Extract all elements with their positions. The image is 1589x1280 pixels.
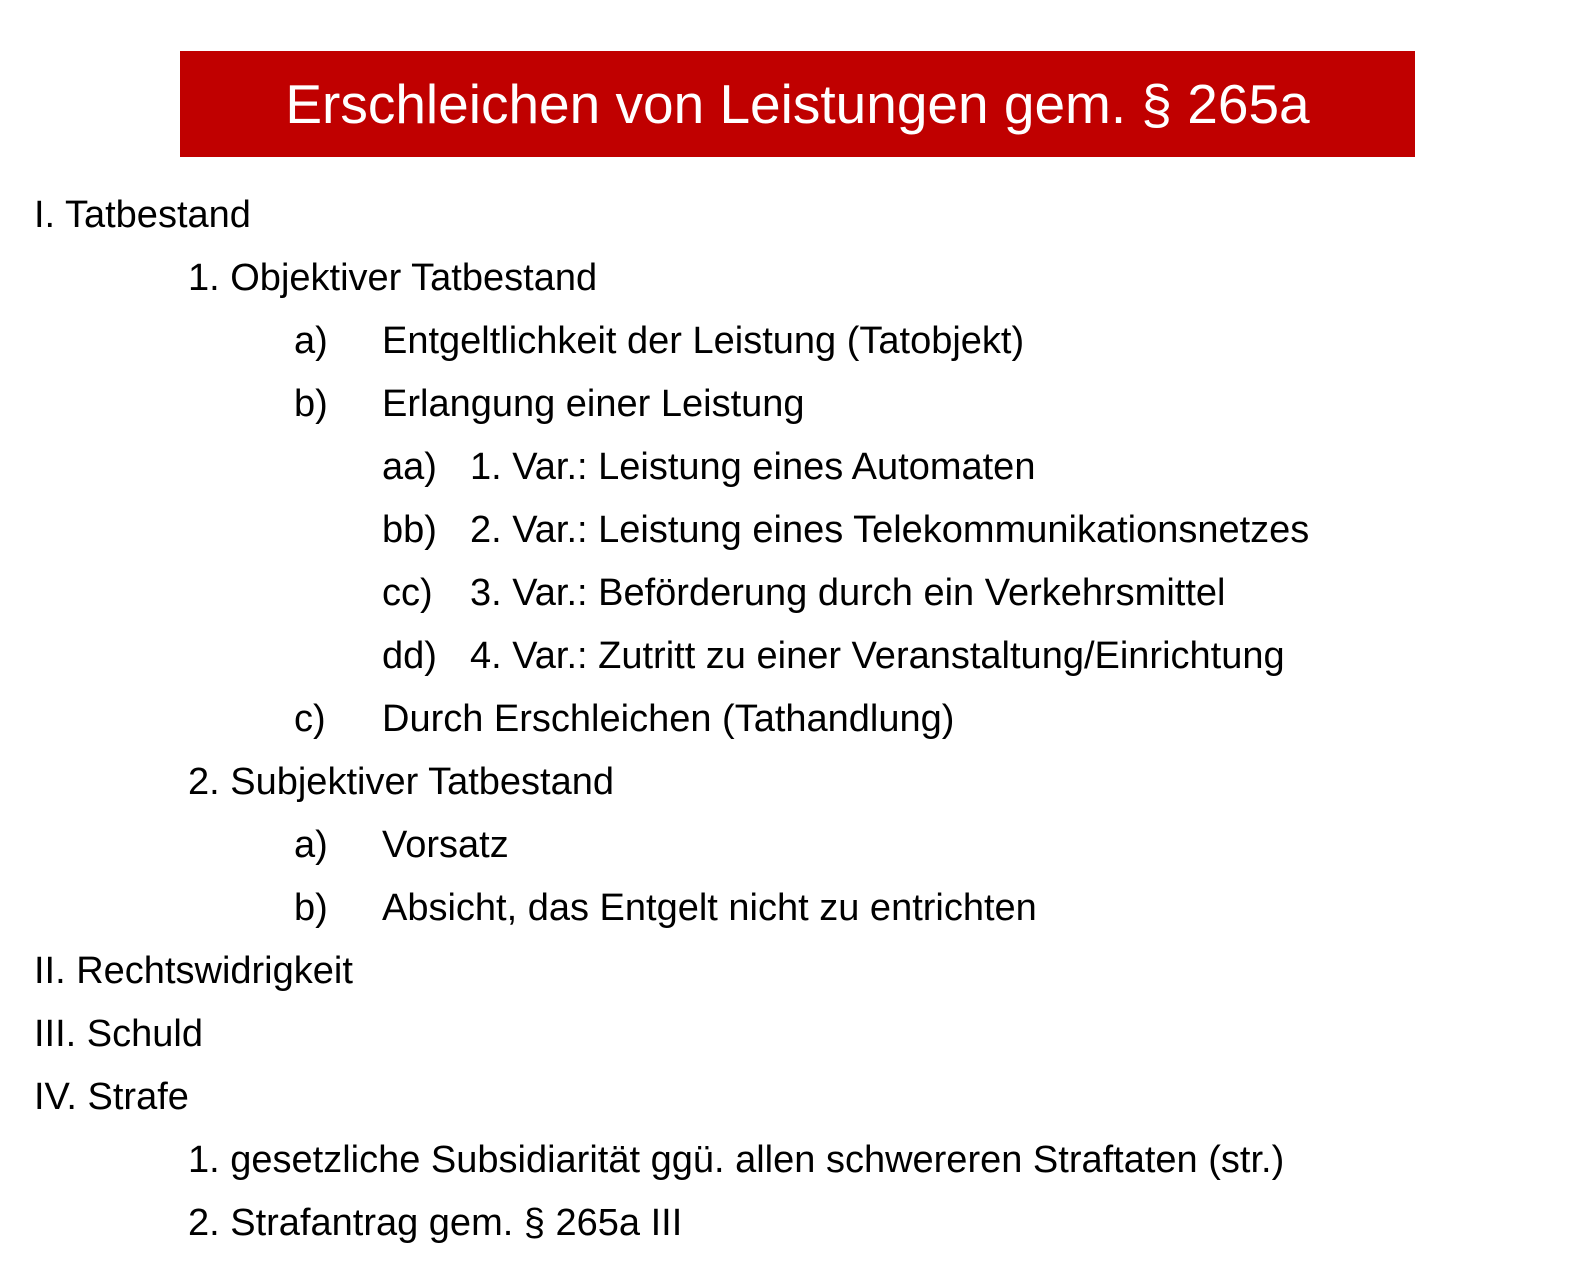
outline-item-schuld: III. Schuld	[34, 1013, 203, 1055]
outline-item-erlangung: Erlangung einer Leistung	[382, 383, 805, 425]
outline-item-subsidiaritaet: 1. gesetzliche Subsidiarität ggü. allen schwereren Straftaten (str.)	[188, 1139, 1285, 1181]
outline-item-objektiver-tatbestand: 1. Objektiver Tatbestand	[188, 257, 598, 299]
outline-item-strafantrag: 2. Strafantrag gem. § 265a III	[188, 1202, 683, 1244]
outline-item-vorsatz: Vorsatz	[382, 824, 509, 866]
outline-marker-bb: bb)	[382, 509, 437, 551]
outline-item-absicht: Absicht, das Entgelt nicht zu entrichten	[382, 887, 1037, 929]
outline-item-var3: 3. Var.: Beförderung durch ein Verkehrsmittel	[470, 572, 1226, 614]
outline-marker-aa: aa)	[382, 446, 437, 488]
outline-marker-b: b)	[294, 383, 328, 425]
outline-item-tatbestand: I. Tatbestand	[34, 194, 251, 236]
outline-marker-dd: dd)	[382, 635, 437, 677]
outline-marker-a: a)	[294, 320, 328, 362]
outline-marker-cc: cc)	[382, 572, 433, 614]
outline-item-var4: 4. Var.: Zutritt zu einer Veranstaltung/Einrichtung	[470, 635, 1285, 677]
outline-marker-c: c)	[294, 698, 326, 740]
outline-marker-a-subj: a)	[294, 824, 328, 866]
outline-item-erschleichen: Durch Erschleichen (Tathandlung)	[382, 698, 955, 740]
outline-item-subjektiver-tatbestand: 2. Subjektiver Tatbestand	[188, 761, 615, 803]
page-title: Erschleichen von Leistungen gem. § 265a	[285, 72, 1310, 135]
title-banner	[180, 51, 1415, 157]
outline-item-entgeltlichkeit: Entgeltlichkeit der Leistung (Tatobjekt)	[382, 320, 1025, 362]
outline-item-var1: 1. Var.: Leistung eines Automaten	[470, 446, 1036, 488]
outline-item-var2: 2. Var.: Leistung eines Telekommunikationsnetzes	[470, 509, 1310, 551]
outline-item-rechtswidrigkeit: II. Rechtswidrigkeit	[34, 950, 353, 992]
outline-marker-b-subj: b)	[294, 887, 328, 929]
outline-item-strafe: IV. Strafe	[34, 1076, 189, 1118]
